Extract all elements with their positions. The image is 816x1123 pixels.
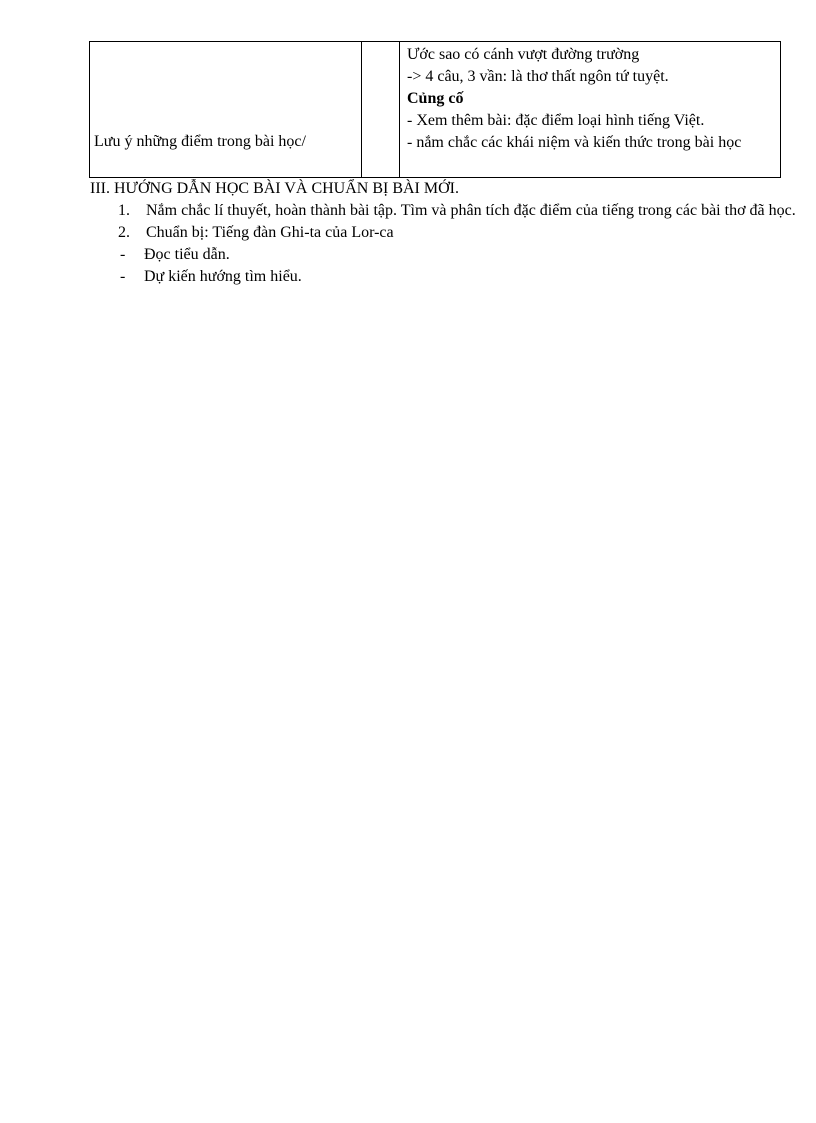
list-item [90,266,800,288]
list-item-text: Nắm chắc lí thuyết, hoàn thành bài tập. Tìm và phân tích đặc điểm của tiếng trong các bài thơ đã học. [146,202,796,219]
list-item-text: Dự kiến hướng tìm hiểu. [144,268,302,285]
list-item [90,244,800,266]
consolidation-heading: Củng cố [407,90,464,107]
list-marker: 1. [118,202,130,219]
list-item-text: Chuẩn bị: Tiếng đàn Ghi-ta của Lor-ca [146,224,394,241]
list-item [90,222,800,244]
left-cell-text: Lưu ý những điểm trong bài học/ [94,133,306,150]
list-marker: 2. [118,224,130,241]
poem-analysis: -> 4 câu, 3 vần: là thơ thất ngôn tứ tuyệt. [407,68,669,85]
table-row [90,42,781,178]
list-item-text: Đọc tiểu dẫn. [144,246,230,263]
consolidation-item: - Xem thêm bài: đặc điểm loại hình tiếng Việt. [407,112,705,129]
list-item [90,200,800,222]
section-title: III. HƯỚNG DẪN HỌC BÀI VÀ CHUẨN BỊ BÀI MỚI. [90,180,459,197]
table-cell-right [400,42,781,178]
consolidation-item: - nắm chắc các khái niệm và kiến thức trong bài học [407,134,742,151]
table-cell-left [90,42,362,178]
list-marker: - [120,268,126,285]
table-cell-middle [362,42,400,178]
guidance-section [90,178,800,288]
lesson-table [89,41,781,178]
poem-line: Ước sao có cánh vượt đường trường [407,46,640,63]
list-marker: - [120,246,126,263]
